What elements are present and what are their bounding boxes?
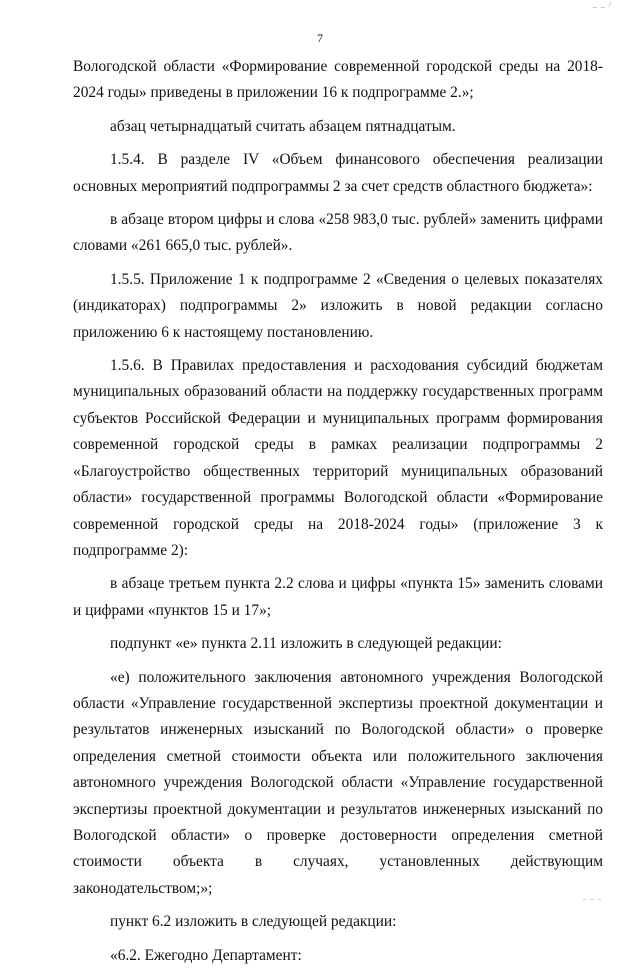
paragraph-abzac-third: в абзаце третьем пункта 2.2 слова и цифры «пункта 15» заменить словами и цифрами «пунктов 15 и 17»; <box>73 575 603 619</box>
paragraph-1-5-5: 1.5.5. Приложение 1 к подпрограмме 2 «Сведения о целевых показателях (индикаторах) подпрограммы 2» изложить в новой редакции согласно приложению 6 к настоящему постановлению. <box>73 270 603 341</box>
paragraph-6-2-text: «6.2. Ежегодно Департамент: <box>110 946 302 964</box>
paragraph-continuation: Вологодской области «Формирование современной городской среды на 2018-2024 годы» приведены в приложении 16 к подпрограмме 2.»; <box>73 58 603 102</box>
corner-mark-bottom: _ _ _ <box>583 893 602 901</box>
paragraph-1-5-6: 1.5.6. В Правилах предоставления и расходования субсидий бюджетам муниципальных образований области на поддержку государственных программ субъектов Российской Федерации и муниципальных программ формирования современной городской среды в рамках реализации подпрограммы 2 «Благоустройство общественных территорий муниципальных образований области» государственной программы Вологодской области «Формирование современной городской среды на 2018-2024 годы» (приложение 3 к подпрограмме 2): <box>73 357 603 559</box>
corner-mark-top: _ _ / <box>592 0 612 9</box>
paragraph-1-5-4: 1.5.4. В разделе IV «Объем финансового обеспечения реализации основных мероприятий подпрограммы 2 за счет средств областного бюджета»: <box>73 151 603 195</box>
paragraph-punkt-6-2: пункт 6.2 изложить в следующей редакции: <box>110 913 397 931</box>
paragraph-abzac-second: в абзаце втором цифры и слова «258 983,0 тыс. рублей» заменить цифрами словами «261 665,0 тыс. рублей». <box>73 211 603 255</box>
paragraph-abzac-renumber: абзац четырнадцатый считать абзацем пятнадцатым. <box>110 117 456 135</box>
page-number: 7 <box>317 31 323 45</box>
paragraph-subpunkt-e-text: «е) положительного заключения автономного учреждения Вологодской области «Управление государственной экспертизы проектной документации и результатов инженерных изысканий по Вологодской области» о проверке определения сметной стоимости объекта или положительного заключения автономного учреждения Вологодской области «Управление государственной экспертизы проектной документации и результатов инженерных изысканий по Вологодской области» о проверке достоверности определения сметной стоимости объекта в случаях, установленных действующим законодательством;»; <box>73 668 603 897</box>
document-body <box>73 54 603 969</box>
paragraph-subpunkt-e: подпункт «е» пункта 2.11 изложить в следующей редакции: <box>110 635 502 653</box>
